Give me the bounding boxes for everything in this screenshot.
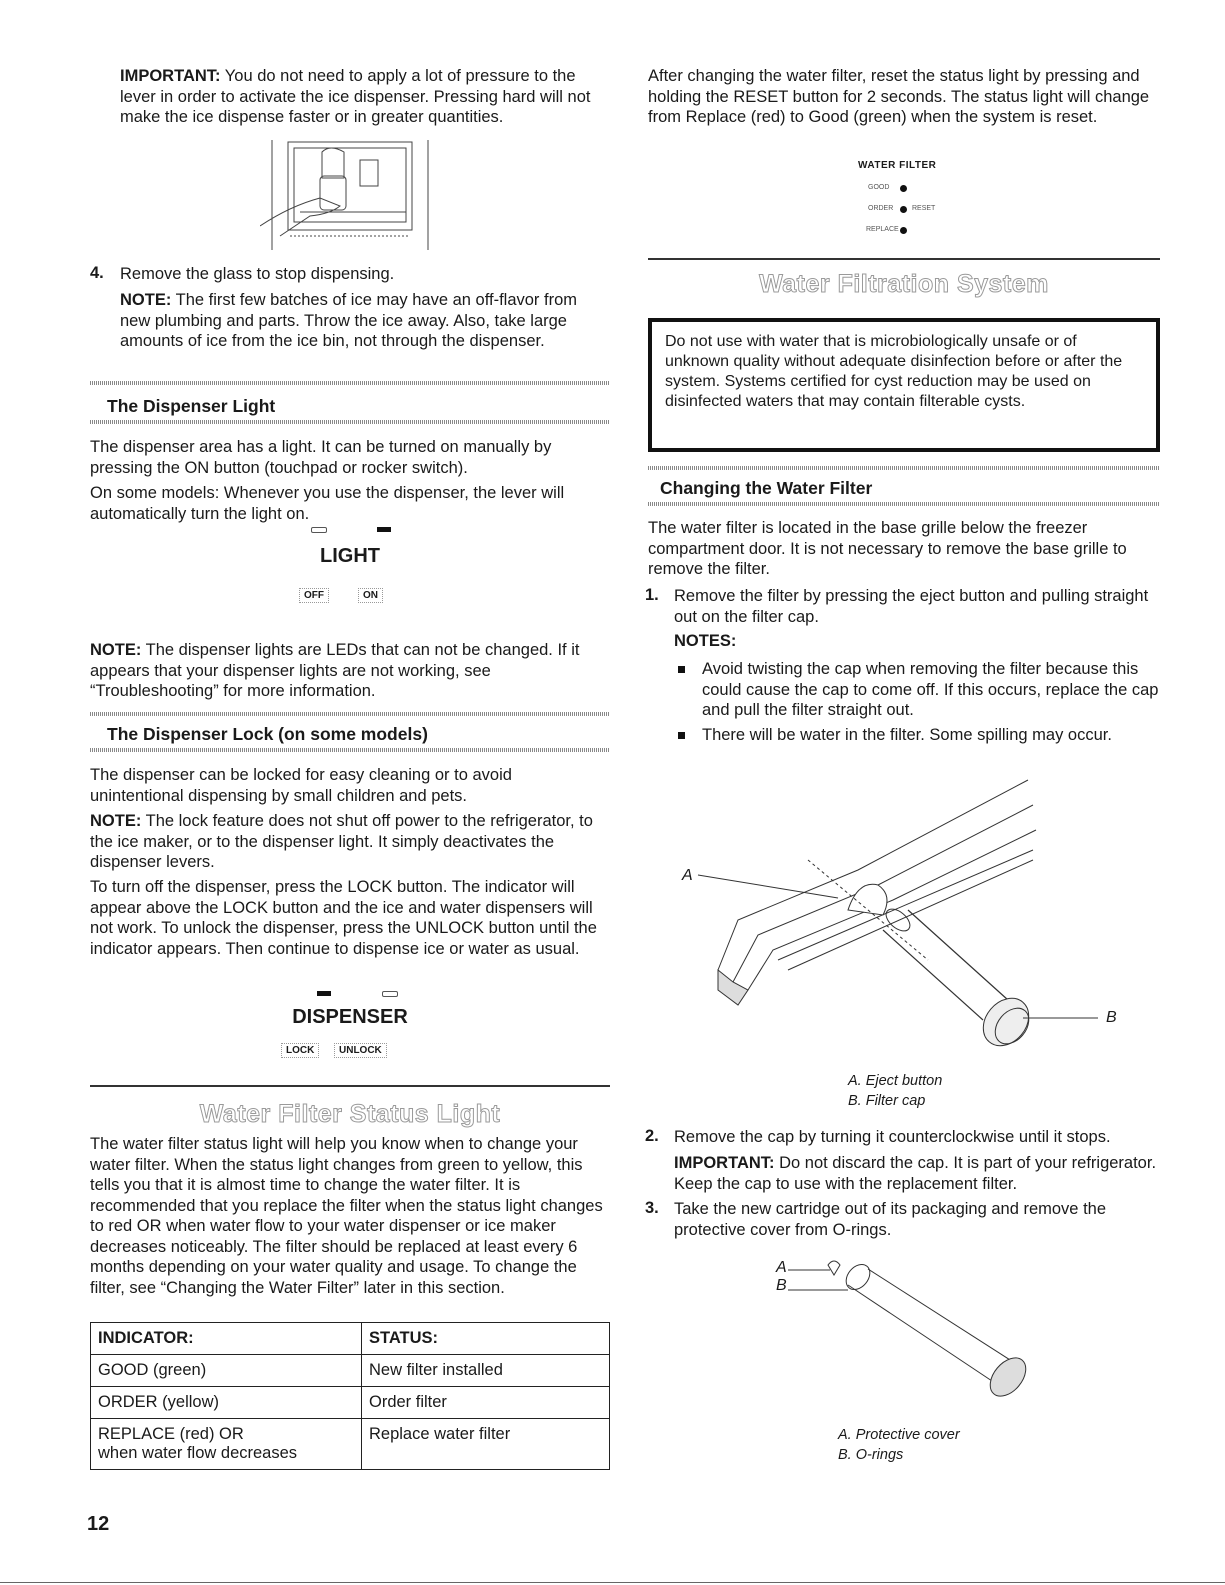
indicator-on-icon: [377, 527, 391, 532]
step-3-number: 3.: [645, 1199, 659, 1217]
step-4-text: Remove the glass to stop dispensing.: [120, 265, 395, 283]
bullet-icon: [678, 666, 685, 673]
dispenser-light-note: [90, 640, 610, 702]
section-divider: [648, 502, 1160, 506]
note-label: NOTE:: [90, 641, 142, 659]
note-label: NOTE:: [90, 812, 142, 830]
important-label: IMPORTANT:: [674, 1154, 775, 1172]
dispenser-lock-heading: The Dispenser Lock (on some models): [107, 724, 428, 744]
figure-2-caption-b: B. O-rings: [838, 1447, 904, 1463]
figure-2-caption-a: A. Protective cover: [838, 1427, 960, 1443]
table-cell-line: when water flow decreases: [98, 1444, 298, 1462]
panel-good-label: GOOD: [868, 184, 890, 191]
lock-button[interactable]: LOCK: [281, 1043, 319, 1058]
step-1-text: Remove the filter by pressing the eject button and pulling straight out on the filter cap.: [674, 587, 1149, 626]
section-rule: [648, 258, 1160, 260]
light-panel-label: LIGHT: [320, 545, 380, 567]
step-4-number: 4.: [90, 264, 104, 282]
important-text: Do not discard the cap. It is part of your refrigerator. Keep the cap to use with the replacement filter.: [674, 1154, 1157, 1193]
indicator-status-table: [90, 1322, 610, 1470]
section-divider: [90, 748, 610, 752]
dispenser-lock-note: [90, 811, 610, 873]
bullet-icon: [678, 732, 685, 739]
step-3-text: Take the new cartridge out of its packaging and remove the protective cover from O-rings.: [674, 1200, 1107, 1239]
filter-status-title: Water Filter Status Light: [199, 1100, 501, 1128]
section-divider: [90, 712, 610, 716]
step-4-note: [120, 290, 610, 352]
note-text: The dispenser lights are LEDs that can not be changed. If it appears that your dispenser lights are not working, see “Troubleshooting” for more information.: [90, 641, 580, 700]
changing-filter-heading: Changing the Water Filter: [660, 478, 873, 498]
note-text: The first few batches of ice may have an off-flavor from new plumbing and parts. Throw the ice away. Also, take large amounts of ice from the ice bin, not through the dispenser.: [120, 291, 577, 350]
panel-order-label: ORDER: [868, 205, 894, 212]
important-label: IMPORTANT:: [120, 67, 221, 85]
page-bottom-border: [0, 1582, 1225, 1583]
figure-1-caption-b: B. Filter cap: [848, 1093, 926, 1109]
table-header-row: [91, 1323, 610, 1355]
indicator-off-icon: [311, 527, 327, 533]
table-row: [91, 1387, 610, 1419]
figure-1-label-a: A: [682, 867, 693, 884]
filtration-system-title: Water Filtration System: [759, 270, 1049, 298]
dispenser-panel-label: DISPENSER: [292, 1006, 408, 1028]
changing-filter-paragraph: The water filter is located in the base grille below the freezer compartment door. It is not necessary to remove the base grille to remove the filter.: [648, 519, 1127, 578]
filter-status-paragraph: The water filter status light will help you know when to change your water filter. When the status light changes from green to yellow, this tells you that it is almost time to change the water filter. It is recommended that you replace the filter when the status light changes to red OR when water flow to your water dispenser or ice maker decreases noticeably. The filter should be replaced at least every 6 months depending on your water quality and usage. To change the filter, see “Changing the Water Filter” later in this section.: [90, 1135, 603, 1297]
table-cell: New filter installed: [362, 1355, 610, 1387]
important-text: You do not need to apply a lot of pressure to the lever in order to activate the ice dispenser. Pressing hard will not make the ice dispense faster or in greater quantities.: [120, 67, 591, 126]
step-2-text: Remove the cap by turning it counterclockwise until it stops.: [674, 1128, 1111, 1146]
section-divider: [648, 466, 1160, 470]
dispenser-light-heading: The Dispenser Light: [107, 396, 276, 416]
order-indicator-icon: [900, 206, 907, 213]
table-cell-line: REPLACE (red) OR: [98, 1425, 244, 1443]
table-row: [91, 1419, 610, 1470]
dispenser-light-paragraph-2: On some models: Whenever you use the dispenser, the lever will automatically turn the light on.: [90, 484, 565, 523]
light-on-button[interactable]: ON: [358, 588, 383, 603]
dispenser-lock-paragraph-2: To turn off the dispenser, press the LOCK button. The indicator will appear above the LOCK button and the ice and water dispensers will not work. To unlock the dispenser, press the UNLOCK button until the indicator appears. Then continue to dispense ice or water as usual.: [90, 878, 597, 958]
step-2-number: 2.: [645, 1127, 659, 1145]
dispenser-light-paragraph-1: The dispenser area has a light. It can be turned on manually by pressing the ON button (touchpad or rocker switch).: [90, 438, 552, 477]
indicator-lock-icon: [317, 991, 331, 996]
table-header: STATUS:: [362, 1323, 610, 1355]
table-row: [91, 1355, 610, 1387]
figure-1-caption-a: A. Eject button: [848, 1073, 943, 1089]
important-paragraph: [120, 66, 610, 128]
step-2-important: [674, 1153, 1164, 1194]
unlock-button[interactable]: UNLOCK: [334, 1043, 387, 1058]
replace-indicator-icon: [900, 227, 907, 234]
warning-box: [648, 318, 1160, 452]
water-filter-panel-title: WATER FILTER: [858, 160, 937, 171]
reset-button[interactable]: RESET: [912, 205, 936, 212]
reset-paragraph: After changing the water filter, reset the status light by pressing and holding the RESET button for 2 seconds. The status light will change from Replace (red) to Good (green) when the system is reset.: [648, 67, 1150, 126]
filter-removal-illustration: [678, 760, 1138, 1060]
table-header: INDICATOR:: [91, 1323, 362, 1355]
note-label: NOTE:: [120, 291, 172, 309]
figure-2-label-a: A: [776, 1259, 787, 1276]
table-cell: Order filter: [362, 1387, 610, 1419]
table-cell: ORDER (yellow): [91, 1387, 362, 1419]
panel-replace-label: REPLACE: [866, 226, 899, 233]
table-cell: [91, 1419, 362, 1470]
bullet-text-1: Avoid twisting the cap when removing the filter because this could cause the cap to come off. If this occurs, replace the cap and pull the filter straight out.: [702, 660, 1159, 719]
figure-1-label-b: B: [1106, 1009, 1117, 1026]
bullet-text-2: There will be water in the filter. Some spilling may occur.: [702, 726, 1112, 744]
figure-2-label-b: B: [776, 1277, 787, 1294]
page-number: 12: [87, 1513, 110, 1535]
light-off-button[interactable]: OFF: [299, 588, 329, 603]
note-text: The lock feature does not shut off power to the refrigerator, to the ice maker, or to the dispenser light. It simply deactivates the dispenser levers.: [90, 812, 593, 871]
warning-text: Do not use with water that is microbiologically unsafe or of unknown quality without adequate disinfection before or after the system. Systems certified for cyst reduction may be used on disinfected waters that may contain filterable cysts.: [665, 333, 1123, 410]
table-cell: Replace water filter: [362, 1419, 610, 1470]
good-indicator-icon: [900, 185, 907, 192]
step-1-number: 1.: [645, 586, 659, 604]
ice-dispenser-illustration: [260, 140, 440, 252]
new-cartridge-illustration: [768, 1255, 1048, 1405]
section-divider: [90, 381, 610, 385]
section-divider: [90, 420, 610, 424]
section-rule: [90, 1085, 610, 1087]
indicator-unlock-icon: [382, 991, 398, 997]
notes-label: NOTES:: [674, 632, 737, 650]
dispenser-lock-paragraph-1: The dispenser can be locked for easy cleaning or to avoid unintentional dispensing by small children and pets.: [90, 766, 512, 805]
table-cell: GOOD (green): [91, 1355, 362, 1387]
